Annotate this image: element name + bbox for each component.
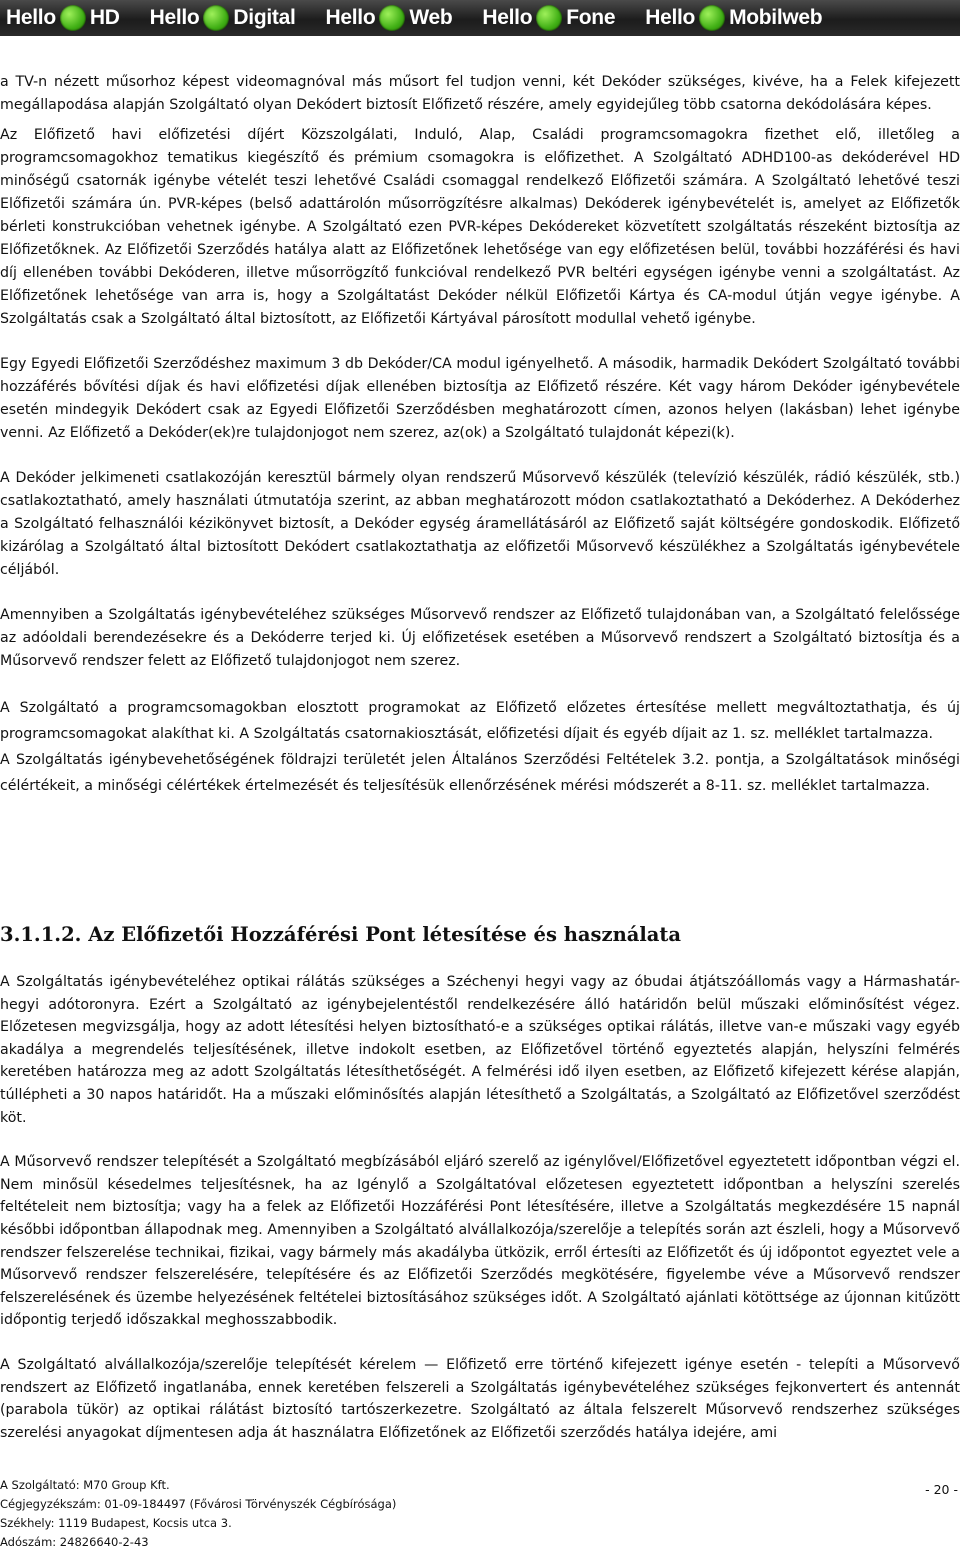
green-orb-icon [699, 5, 725, 31]
paragraph-decoder-limit: Egy Egyedi Előfizetői Szerződéshez maximum 3 db Dekóder/CA modul igényelhető. A második, harmadik Dekódert Szolgáltató további hozzáférés bővítési díjak és havi előfizetési díjak ellenében biztosítja az Előfizető részére. Két vagy három Dekóder igénybevétele esetén mindegyik Dekódert csak az Egyedi Előfizetői Szerződésben meghatározott címen, azonos helyen (lakásban) lehet igénybe venni. Az Előfizető a Dekóder(ek)re tulajdonjogot nem szerez, az(ok) a Szolgáltató tulajdonát képezi(k). [0, 356, 960, 441]
brand-hello-web: Hello Web [325, 6, 453, 29]
paragraph-receiver-system: Amennyiben a Szolgáltatás igénybevételéhez szükséges Műsorvevő rendszer az Előfizető tulajdonában van, a Szolgáltató felelőssége az adóoldali berendezésekre és a Dekóderre terjed ki. Új előfizetések esetében a Műsorvevő rendszert a Szolgáltató biztosítja és a Műsorvevő rendszer felett az Előfizető tulajdonjogot nem szerez. [0, 607, 960, 669]
paragraph-decoder-output: A Dekóder jelkimeneti csatlakozóján keresztül bármely olyan rendszerű Műsorvevő készülék (televízió készülék, rádió készülék, stb.) csatlakoztatható, amely használati útmutatója szerint, az abban meghatározott módon csatlakoztatható a Dekóderhez. A Dekóderhez a Szolgáltató felhasználói kézikönyvet biztosít, a Dekóder egység áramellátásáról az Előfizető saját költségére gondoskodik. Előfizető kizárólag a Szolgáltató által biztosított Dekódert csatlakoztathatja az előfizetői Műsorvevő készülékhez a Szolgáltatás igénybevétele céljából. [0, 470, 960, 578]
brand-hello-digital: Hello Digital [149, 6, 296, 29]
paragraph-subscription-packages: Az Előfizető havi előfizetési díjért Közszolgálati, Induló, Alap, Családi programcsomagokra fizethet elő, illetőleg a programcsomagokhoz tematikus kiegészítő és prémium csomagokra is előfizethet. A Szolgáltató ADHD100-as dekóderével HD minőségű csatornák igénybe vételét teszi lehetővé Családi csomaggal rendelkező Előfizetői számára. A Szolgáltató lehetővé teszi Előfizetői számára ún. PVR-képes (belső adattárolón műsorrögzítésre alkalmas) Dekóderek igénybevételét is, amelyet az Előfizetők bérleti konstrukcióban vehetnek igénybe. A Szolgáltató ezen PVR-képes Dekódereket közvetített szolgáltatás részeként biztosítja az Előfizetőknek. Az Előfizetői Szerződés hatálya alatt az Előfizetőnek lehetősége van egy előfizetésen belül, további hozzáférési és havi díj ellenében további Dekóderen, illetve műsorrögzítő funkcióval rendelkező PVR beltéri egységen igénybe venni a szolgáltatást. Az Előfizetőnek lehetősége van arra is, hogy a Szolgáltatást Dekóder nélkül Előfizetői Kártya és CA-modul útján vegye igénybe. A Szolgáltatás csak a Szolgáltató által biztosított, az Előfizetői Kártyával párosított modullal vehető igénybe. [0, 127, 960, 327]
brand-hello-fone: Hello Fone [482, 6, 616, 29]
brand-hello-hd: Hello HD [6, 6, 120, 29]
footer-address: Székhely: 1119 Budapest, Kocsis utca 3. [0, 1516, 232, 1530]
page-footer [0, 1476, 960, 1552]
section-body [0, 971, 960, 1444]
paragraph-decoder-intro: a TV-n nézett műsorhoz képest videomagnóval más műsort fel tudjon venni, két Dekóder szükséges, kivéve, ha a Felek kifejezett megállapodása alapján Szolgáltató olyan Dekódert biztosít Előfizető részére, amely egyidejűleg több csatorna dekódolására képes. [0, 74, 960, 113]
paragraph-geographic-area: A Szolgáltatás igénybevehetőségének földrajzi területét jelen Általános Szerződési Feltételek 3.2. pontja, a Szolgáltatások minőségi célértékeit, a minőségi célértékek értelmezését és teljesítésük ellenőrzésének mérési módszerét a 8-11. sz. melléklet tartalmazza. [0, 752, 960, 794]
page-number: - 20 - [925, 1482, 958, 1497]
footer-registration: Cégjegyzékszám: 01-09-184497 (Fővárosi Törvényszék Cégbírósága) [0, 1497, 397, 1511]
green-orb-icon [60, 5, 86, 31]
footer-tax-number: Adószám: 24826640-2-43 [0, 1535, 149, 1549]
paragraph-optical-visibility: A Szolgáltatás igénybevételéhez optikai rálátás szükséges a Széchenyi hegyi vagy az óbudai átjátszóállomás vagy a Hármashatár-hegyi adótoronyra. Ezért a Szolgáltató az igénybejelentéstől rendelkezésére álló határidőn belül műszaki előminősítést végez. Előzetesen megvizsgálja, hogy az adott létesítési helyen biztosítható-e a szükséges optikai rálátás, illetve van-e műszaki vagy egyéb akadálya a megrendelés teljesítésének, illetve indokolt esetben, az Előfizetővel történő egyeztetés alapján, helyszíni felmérés keretében határozza meg az adott Szolgáltatás létesíthetőségét. A felmérési idő ilyen esetben, az Előfizető kifejezett kérése alapján, túllépheti a 30 napos határidőt. Ha a műszaki előminősítés alapján létesíthető a Szolgáltatás, a Szolgáltató az Előfizetővel szerződést köt. [0, 974, 960, 1126]
footer-company: A Szolgáltató: M70 Group Kft. [0, 1478, 170, 1492]
brand-hello-mobilweb: Hello Mobilweb [645, 6, 823, 29]
document-body [0, 71, 960, 799]
green-orb-icon [379, 5, 405, 31]
brand-header-bar [0, 0, 960, 36]
paragraph-subcontractor: A Szolgáltató alvállalkozója/szerelője telepítését kérelem — Előfizető erre történő kifejezett igénye esetén - telepíti a Műsorvevő rendszert az Előfizető ingatlanába, ennek keretében felszereli a Szolgáltatás igénybevételéhez szükséges fejkonvertert és antennát (parabola tükör) az optikai rálátást biztosító tartószerkezetre. Szolgáltató az általa felszerelt Műsorvevő rendszerhez szükséges szerelési anyagokat díjmentesen adja át használatra Előfizetőnek az Előfizetői szerződés hatálya idejére, ami [0, 1356, 960, 1441]
green-orb-icon [203, 5, 229, 31]
section-heading: 3.1.1.2. Az Előfizetői Hozzáférési Pont létesítése és használata [0, 923, 682, 946]
green-orb-icon [536, 5, 562, 31]
paragraph-installation: A Műsorvevő rendszer telepítését a Szolgáltató megbízásából eljáró szerelő az igénylővel/Előfizetővel egyeztetett időpontban végzi el. Nem minősül késedelmes teljesítésnek, ha az Igénylő a Szolgáltatóval előzetesen egyeztetett időpontban a helyszíni szerelés feltételeit nem biztosítja; vagy ha a felek az Előfizetői Hozzáférési Pont létesítésére, illetve a Szolgáltatás megkezdésére 15 napnál későbbi időpontban állapodnak meg. Amennyiben a Szolgáltató alvállalkozója/szerelője a telepítés során azt észleli, hogy a Műsorvevő rendszer felszerelése technikai, fizikai, vagy bármely más akadályba ütközik, erről értesíti az Előfizetőt és új időpontot egyeztet vele a Műsorvevő rendszer felszerelésére, telepítésére és az Előfizetői Szerződés megkötésére, figyelembe véve a Műsorvevő rendszer felszerelésének és üzembe helyezésének feltételei biztosításához szükséges időt. A Szolgáltató ajánlati kötöttsége az újonnan kitűzött időpontig terjedő időszakkal meghosszabbodik. [0, 1154, 960, 1329]
paragraph-program-changes: A Szolgáltató a programcsomagokban elosztott programokat az Előfizető előzetes értesítése mellett megváltoztathatja, és új programcsomagokat alakíthat ki. A Szolgáltatás csatornakiosztását, előfizetési díjait és egyéb díjait az 1. sz. melléklet tartalmazza. [0, 700, 960, 742]
